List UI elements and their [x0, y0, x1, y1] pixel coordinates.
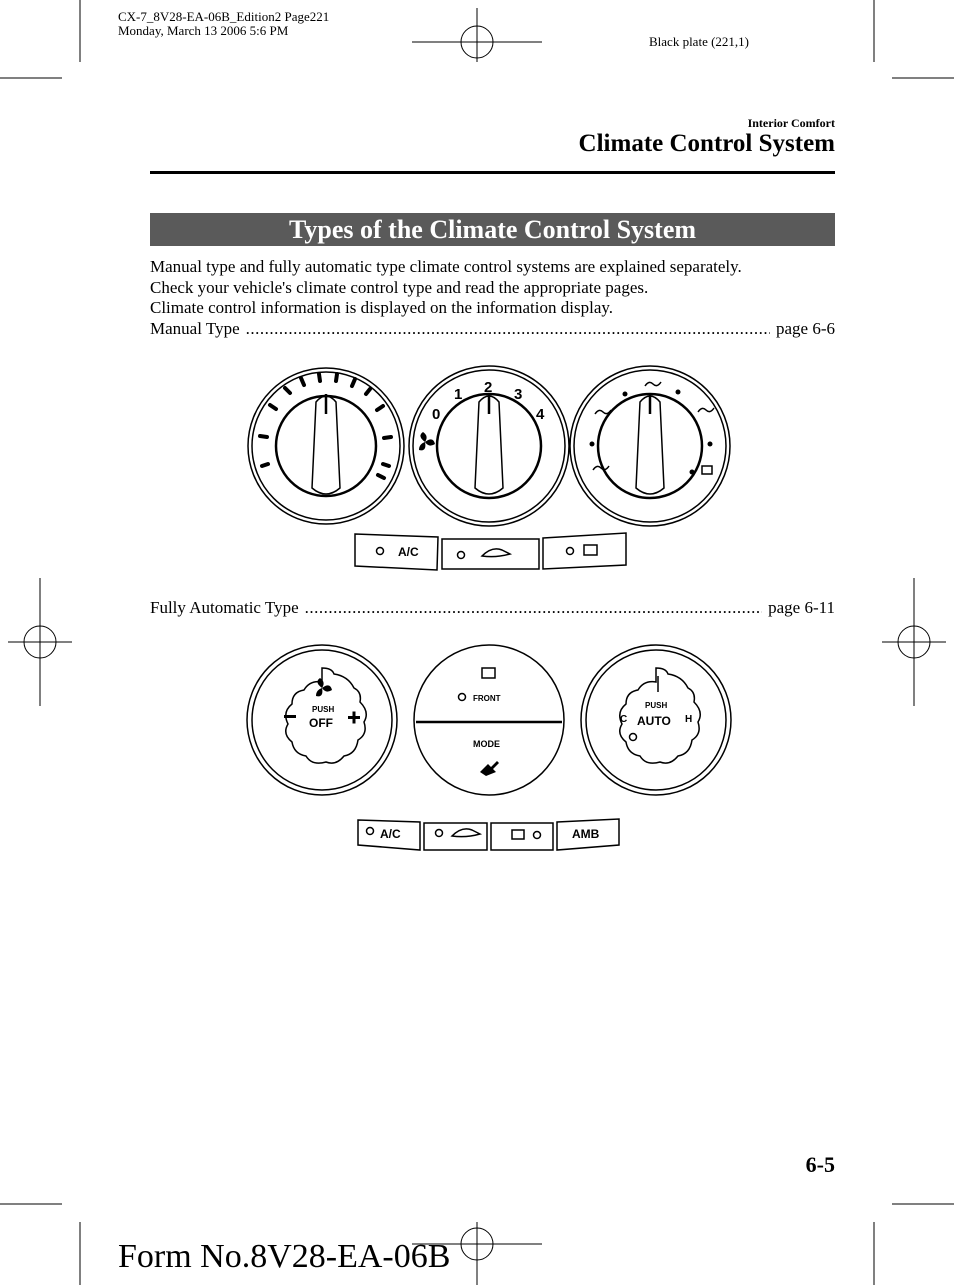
print-date-line: Monday, March 13 2006 5:6 PM — [118, 23, 289, 38]
front-defrost-label: FRONT — [473, 694, 501, 703]
plate-label: Black plate (221,1) — [649, 34, 749, 49]
rear-defroster-button[interactable] — [491, 823, 553, 850]
amb-button-label: AMB — [572, 827, 600, 841]
auto-label: AUTO — [637, 714, 671, 728]
ac-button[interactable] — [355, 534, 438, 570]
section-label: Interior Comfort — [747, 116, 835, 130]
cold-label: C — [620, 714, 628, 725]
intro-line: Check your vehicle's climate control type and read the appropriate pages. — [150, 277, 649, 297]
ac-button-label: A/C — [398, 545, 419, 559]
toc-page: page 6-6 — [775, 318, 835, 338]
toc-leader — [246, 319, 770, 340]
section-banner: Types of the Climate Control System — [150, 213, 835, 246]
intro-line: Manual type and fully automatic type climate control systems are explained separately. — [150, 257, 742, 276]
toc-entry-manual — [150, 319, 835, 340]
airflow-mode-knob — [570, 366, 730, 526]
recirculation-button[interactable] — [442, 539, 539, 569]
off-label: OFF — [309, 716, 333, 730]
fan-speed-label: 0 — [432, 406, 441, 423]
fan-speed-label: 2 — [484, 379, 493, 396]
temp-push-label: PUSH — [645, 701, 668, 710]
hot-label: H — [685, 714, 693, 725]
title-rule — [150, 171, 835, 174]
intro-text — [150, 257, 835, 339]
intro-line: Climate control information is displayed on the information display. — [150, 298, 614, 318]
automatic-panel-illustration — [240, 640, 740, 856]
toc-page: page 6-11 — [768, 598, 835, 617]
fan-push-label: PUSH — [312, 705, 335, 714]
page-title: Climate Control System — [578, 130, 835, 157]
print-file-line: CX-7_8V28-EA-06B_Edition2 Page221 — [118, 9, 330, 24]
page-number: 6-5 — [805, 1152, 835, 1177]
temperature-knob — [248, 368, 404, 524]
toc-label: Manual Type — [150, 318, 240, 338]
toc-label: Fully Automatic Type — [150, 598, 299, 617]
fan-speed-label: 4 — [536, 406, 545, 423]
manual-panel-illustration — [240, 362, 740, 574]
toc-leader — [305, 598, 762, 618]
fan-speed-label: 3 — [514, 386, 523, 403]
form-number: Form No.8V28-EA-06B — [118, 1238, 451, 1275]
mode-label: MODE — [473, 739, 500, 749]
recirculation-button[interactable] — [424, 823, 487, 850]
ac-button-label: A/C — [380, 827, 401, 841]
rear-defroster-button[interactable] — [543, 533, 626, 569]
fan-speed-label: 1 — [454, 386, 463, 403]
toc-entry-automatic — [150, 598, 835, 618]
